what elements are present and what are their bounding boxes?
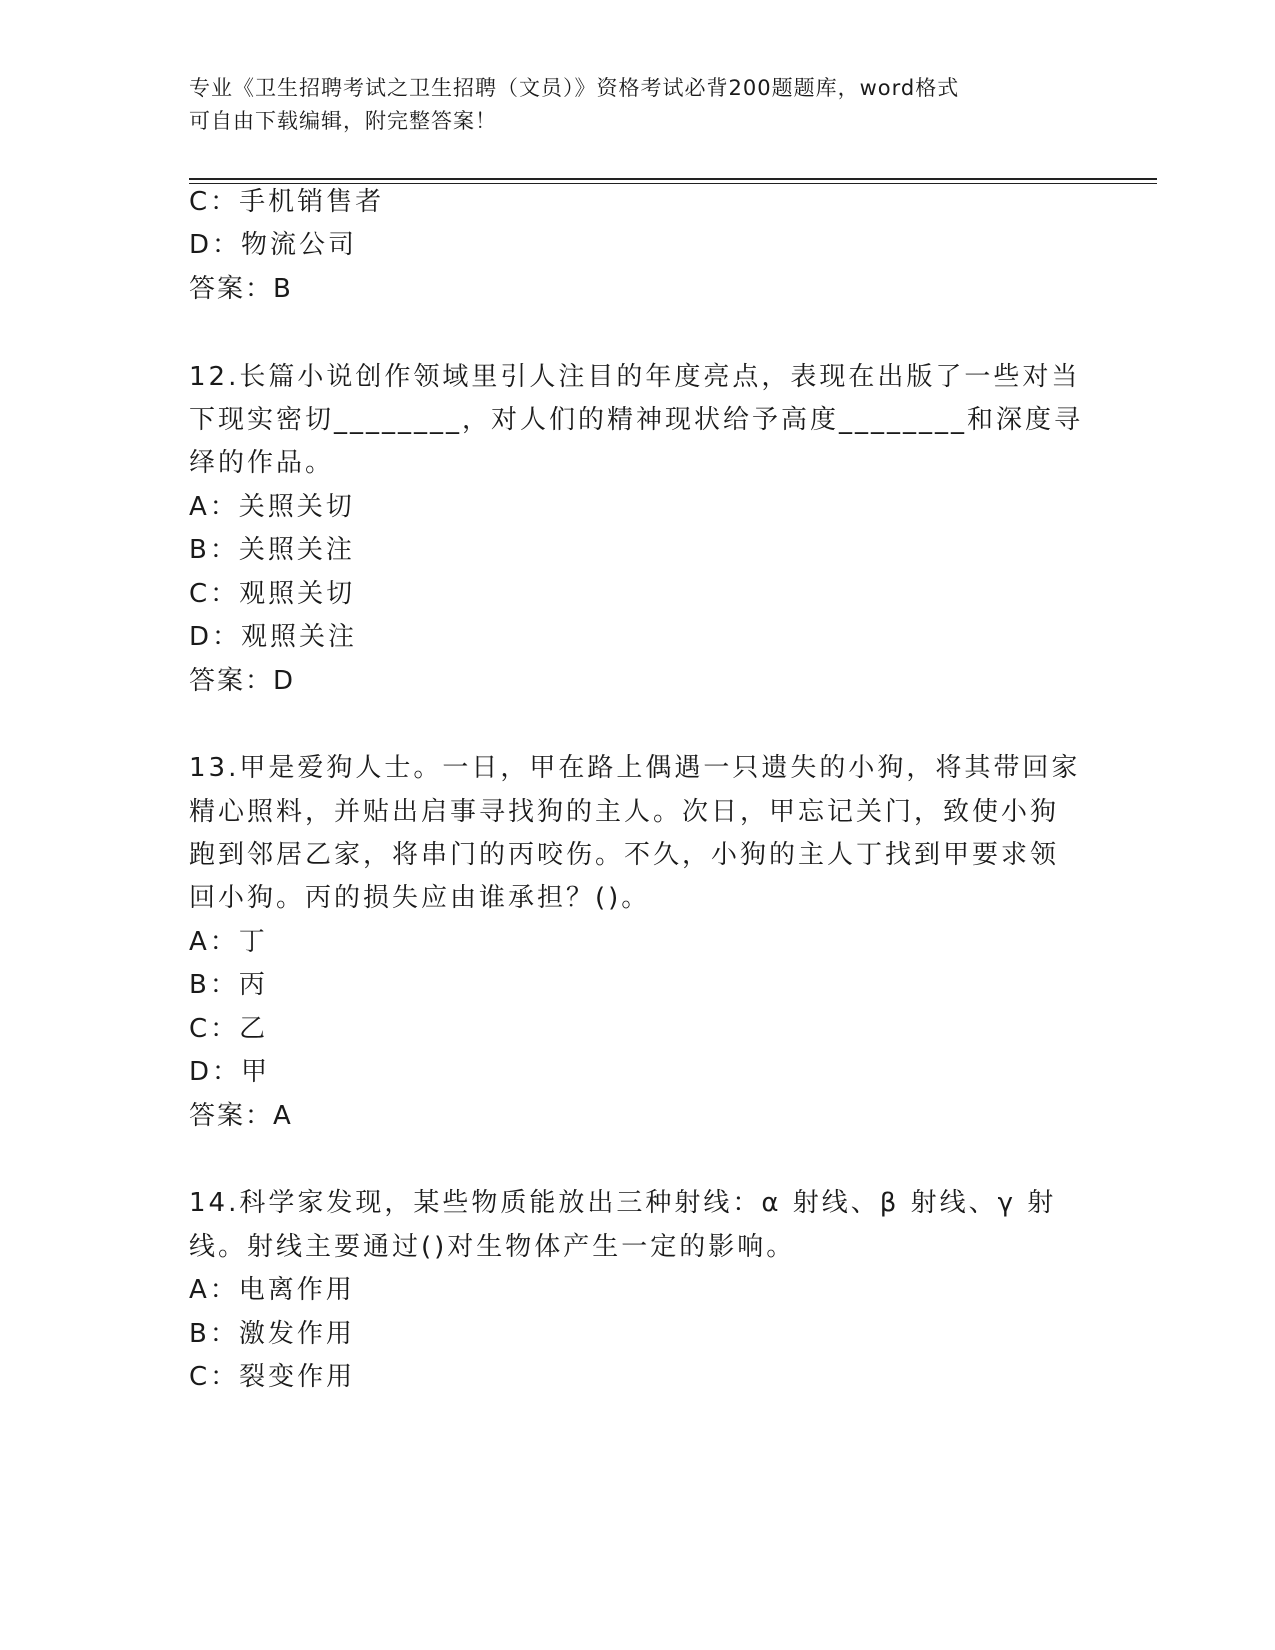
q13-option-d: D：甲 <box>189 1057 271 1087</box>
q11-option-d: D：物流公司 <box>189 230 358 260</box>
header-title-line-2: 可自由下载编辑，附完整答案！ <box>189 109 497 133</box>
q12-option-b: B：关照关注 <box>189 535 355 565</box>
q13-stem-line-4: 回小狗。丙的损失应由谁承担？()。 <box>189 883 651 913</box>
q12-stem-line-1: 12.长篇小说创作领域里引人注目的年度亮点，表现在出版了一些对当 <box>189 362 1081 392</box>
q12-stem-line-2: 下现实密切________，对人们的精神现状给予高度________和深度寻 <box>189 405 1084 435</box>
q13-option-a: A：丁 <box>189 927 268 957</box>
document-header <box>189 72 1089 138</box>
q13-stem-line-3: 跑到邻居乙家，将串门的丙咬伤。不久，小狗的主人丁找到甲要求领 <box>189 840 1060 870</box>
q12-answer: 答案：D <box>189 666 296 696</box>
q11-option-c: C：手机销售者 <box>189 187 385 217</box>
q14-option-b: B：激发作用 <box>189 1319 355 1349</box>
header-title-line-1: 专业《卫生招聘考试之卫生招聘（文员）》资格考试必背200题题库，word格式 <box>189 76 960 100</box>
q14-stem-line-2: 线。射线主要通过()对生物体产生一定的影响。 <box>189 1232 796 1262</box>
q14-stem-line-1: 14.科学家发现，某些物质能放出三种射线：α 射线、β 射线、γ 射 <box>189 1188 1057 1218</box>
q13-option-c: C：乙 <box>189 1014 269 1044</box>
q12-stem-line-3: 绎的作品。 <box>189 448 335 478</box>
header-divider-thick <box>189 178 1157 180</box>
q13-stem-line-2: 精心照料，并贴出启事寻找狗的主人。次日，甲忘记关门，致使小狗 <box>189 797 1060 827</box>
q12-option-c: C：观照关切 <box>189 579 356 609</box>
header-divider-thin <box>189 183 1157 184</box>
q13-answer: 答案：A <box>189 1101 293 1131</box>
q14-option-a: A：电离作用 <box>189 1275 355 1305</box>
q13-stem-line-1: 13.甲是爱狗人士。一日，甲在路上偶遇一只遗失的小狗，将其带回家 <box>189 753 1081 783</box>
q13-option-b: B：丙 <box>189 970 268 1000</box>
q14-option-c: C：裂变作用 <box>189 1362 356 1392</box>
q12-option-d: D：观照关注 <box>189 622 358 652</box>
q11-answer: 答案：B <box>189 274 293 304</box>
q12-option-a: A：关照关切 <box>189 492 355 522</box>
